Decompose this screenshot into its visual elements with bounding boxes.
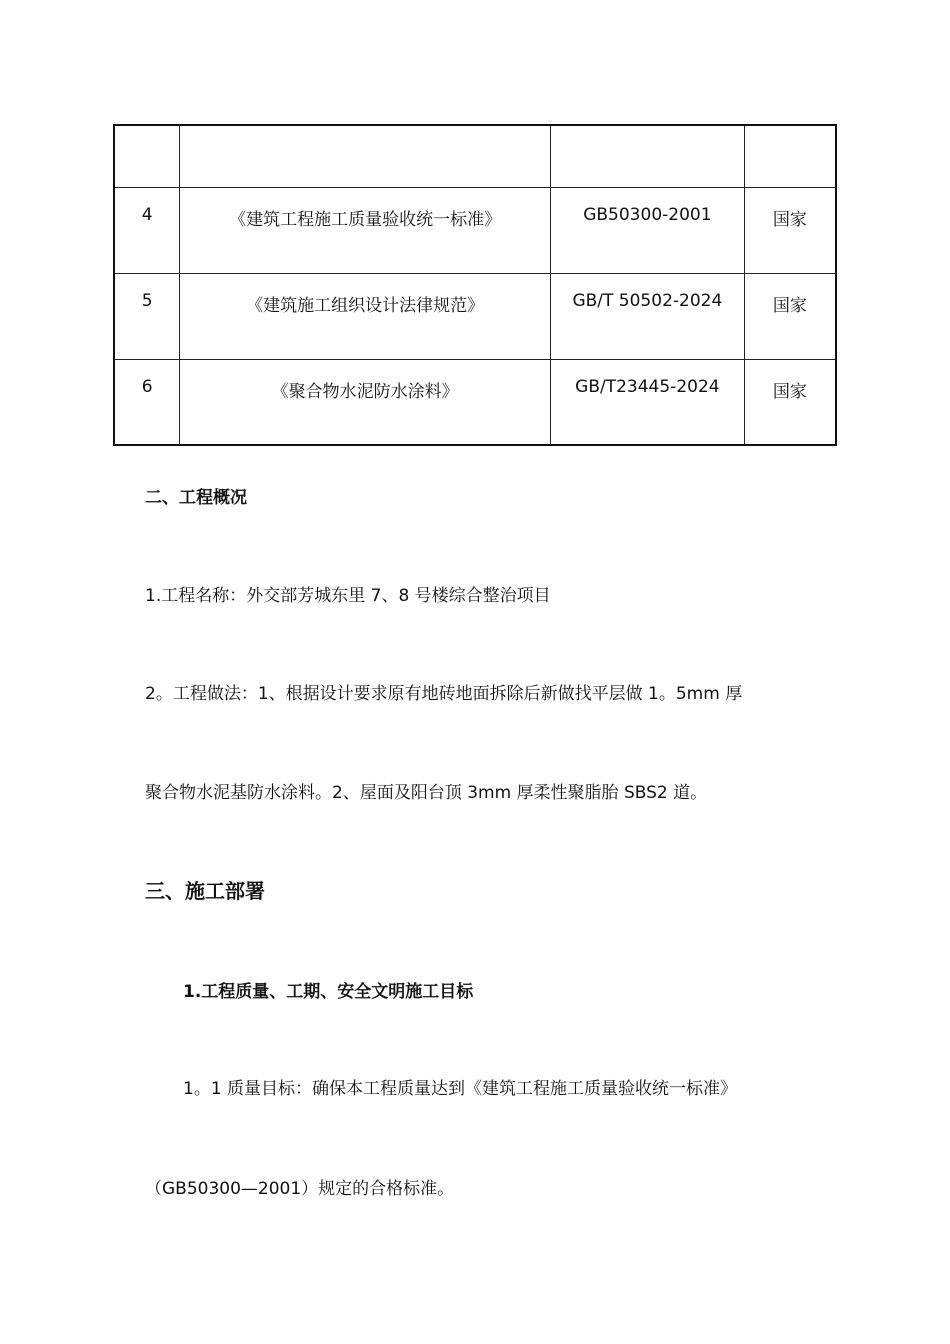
table-row xyxy=(114,273,836,359)
standard-name: 《建筑工程施工质量验收统一标准》 xyxy=(180,187,551,273)
standard-code: GB/T23445-2024 xyxy=(551,359,745,445)
row-number: 6 xyxy=(114,359,180,445)
table-row xyxy=(114,125,836,187)
row-number xyxy=(114,125,180,187)
project-name: 1.工程名称：外交部芳城东里 7、8 号楼综合整治项目 xyxy=(145,586,551,606)
standard-code: GB/T 50502-2024 xyxy=(551,273,745,359)
standard-code xyxy=(551,125,745,187)
row-number: 5 xyxy=(114,273,180,359)
quality-target-line2: （GB50300—2001）规定的合格标准。 xyxy=(145,1179,455,1199)
standard-level: 国家 xyxy=(744,273,836,359)
standard-level: 国家 xyxy=(744,359,836,445)
subsection-heading-targets: 1.工程质量、工期、安全文明施工目标 xyxy=(183,982,474,1002)
standard-name: 《聚合物水泥防水涂料》 xyxy=(180,359,551,445)
table-row xyxy=(114,359,836,445)
construction-method-line1: 2。工程做法：1、根据设计要求原有地砖地面拆除后新做找平层做 1。5mm 厚 xyxy=(145,684,743,704)
standard-level xyxy=(744,125,836,187)
table-row xyxy=(114,187,836,273)
standard-name xyxy=(180,125,551,187)
standards-table xyxy=(113,124,837,446)
row-number: 4 xyxy=(114,187,180,273)
standard-name: 《建筑施工组织设计法律规范》 xyxy=(180,273,551,359)
standard-level: 国家 xyxy=(744,187,836,273)
quality-target-line1: 1。1 质量目标：确保本工程质量达到《建筑工程施工质量验收统一标准》 xyxy=(183,1079,738,1099)
section-heading-overview: 二、工程概况 xyxy=(145,488,247,508)
section-heading-deployment: 三、施工部署 xyxy=(145,879,265,903)
construction-method-line2: 聚合物水泥基防水涂料。2、屋面及阳台顶 3mm 厚柔性聚脂胎 SBS2 道。 xyxy=(145,783,708,803)
standard-code: GB50300-2001 xyxy=(551,187,745,273)
